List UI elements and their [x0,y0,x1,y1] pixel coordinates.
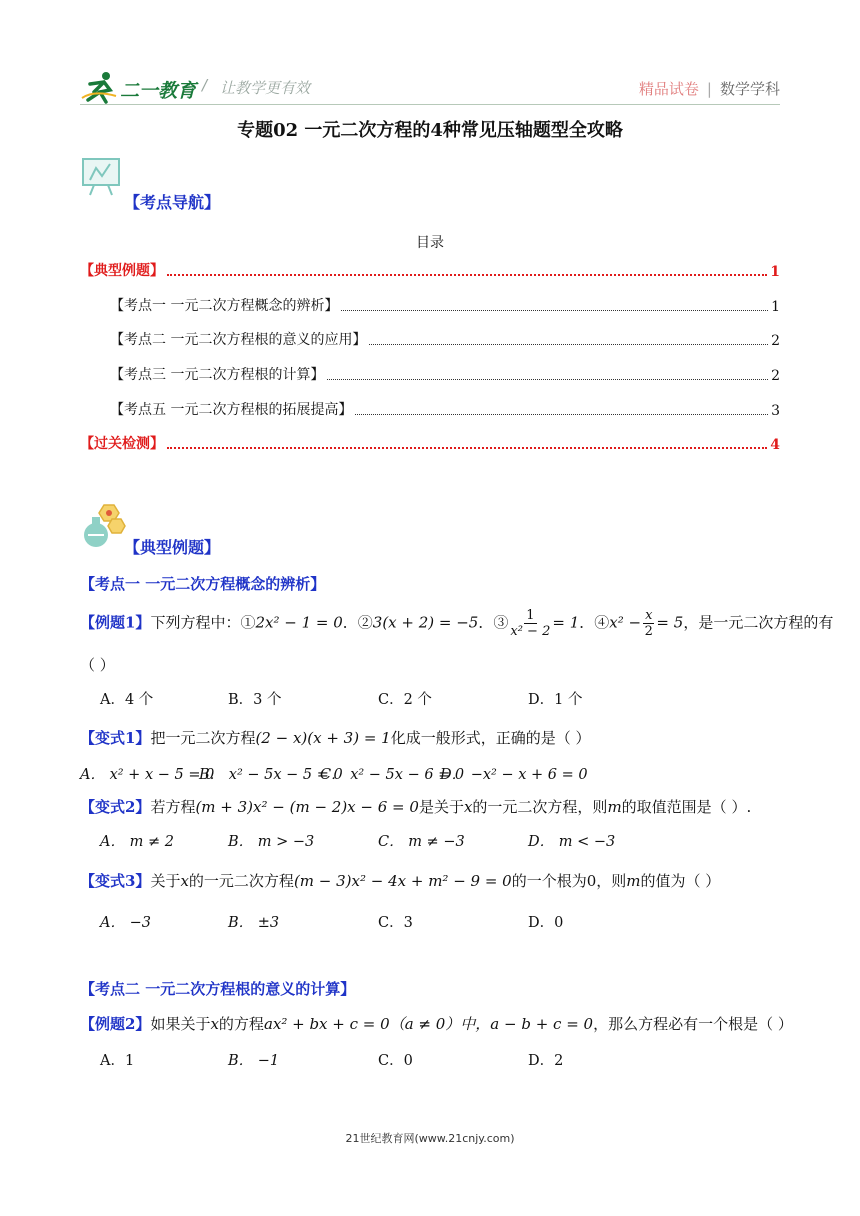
option-d[interactable]: D．1 个 [528,692,583,708]
toc-row[interactable] [110,297,780,315]
v1-eq: (2 − x)(x + 3) = 1 [255,729,391,747]
header-separator: | [706,80,712,98]
v2-tag: 【变式2】 [80,798,151,816]
option-c[interactable]: C．3 [378,915,413,931]
frac-numerator: x [645,608,653,623]
logo [80,70,320,106]
option-c[interactable]: C．2 个 [378,692,432,708]
v2-text: 的取值范围是（ ）. [621,798,752,816]
toc-row[interactable] [110,331,780,349]
toc-row[interactable] [80,435,780,453]
option-a[interactable]: A．4 个 [100,692,154,708]
v3-text: 关于 [150,872,181,890]
v3-var: x [180,872,189,890]
ex1-text: ．③ [478,613,509,632]
frac-numerator: 1 [526,608,535,623]
option-d[interactable]: D． m < −3 [528,834,616,850]
option-c[interactable]: C． x² − 5x − 6 = 0 [320,767,465,783]
option-c[interactable]: C． m ≠ −3 [378,834,465,850]
header-divider [80,104,780,105]
presentation-board-icon [80,156,124,196]
toc-page: 3 [771,403,780,419]
ex2-condition: （a ≠ 0）中， [389,1015,491,1033]
header-right [639,78,780,99]
ex2-text: 如果关于 [150,1015,211,1033]
v1-question [80,727,591,748]
ex1-text: ．② [342,613,373,632]
toc-leader [355,414,768,415]
ex1-text: ，是一元二次方程的有 [683,613,834,632]
footer: 21世纪教育网(www.21cnjy.com) [345,1132,515,1145]
ex2-text: ，那么方程必有一个根是（ ） [593,1015,793,1033]
v2-text: 的一元二次方程，则 [472,798,608,816]
header-label: 精品试卷 [638,80,699,98]
toc-page: 2 [771,333,780,349]
toc-row[interactable] [110,401,780,419]
toc-page: 2 [771,368,780,384]
option-a[interactable]: A． −3 [100,915,151,931]
ex1-tag: 【例题1】 [80,613,151,632]
toc-label: 【考点五 一元二次方程根的拓展提高】 [110,402,353,418]
kp1-heading: 【考点一 一元二次方程概念的辨析】 [80,575,326,593]
v2-var: x [463,798,473,816]
ex1-text: ．④ [579,613,610,632]
toc-leader [327,379,768,380]
header-subject: 数学学科 [719,80,780,98]
nav-heading: 【考点导航】 [124,193,221,212]
ex1-eq2: 3(x + 2) = −5 [372,613,479,632]
v3-text: 的值为（ ） [640,872,721,890]
toc-label: 【考点三 一元二次方程根的计算】 [110,367,325,383]
toc-label: 【过关检测】 [80,436,164,452]
v2-text: 是关于 [418,798,464,816]
option-b[interactable]: B．3 个 [228,692,282,708]
frac-denominator: x² − 2 [510,624,551,639]
toc-label: 【典型例题】 [80,263,164,279]
v1-text: 把一元二次方程 [150,729,256,747]
v3-question [80,870,720,891]
toc-title: 目录 [416,235,444,251]
v3-tag: 【变式3】 [80,872,151,890]
v2-question [80,796,751,817]
frac-denominator: 2 [644,624,653,639]
ex1-text: 下列方程中：① [150,613,256,632]
option-b[interactable]: B． ±3 [228,915,280,931]
option-a[interactable]: A． m ≠ 2 [100,834,174,850]
toc-page: 1 [770,264,780,280]
examples-heading: 【典型例题】 [124,538,221,557]
kp2-heading: 【考点二 一元二次方程根的意义的计算】 [80,980,356,998]
ex2-eq2: a − b + c = 0 [490,1015,594,1033]
option-d[interactable]: D．0 [528,915,564,931]
toc-leader [167,274,767,276]
ex1-fraction [510,608,550,639]
toc-leader [369,344,768,345]
ex1-fraction2 [643,608,654,639]
toc-page: 4 [770,437,780,453]
slogan-divider: / [202,76,208,94]
v2-text: 若方程 [150,798,196,816]
toc-label: 【考点二 一元二次方程根的意义的应用】 [110,332,367,348]
ex1-question [80,608,833,639]
option-b[interactable]: B． m > −3 [228,834,315,850]
runner-logo-icon [80,70,120,104]
logo-text: 二一教育 [120,80,197,102]
v2-var: m [607,798,622,816]
option-b[interactable]: B． −1 [228,1053,280,1069]
flask-icon [80,503,126,549]
option-a[interactable]: A．1 [100,1053,135,1069]
ex2-question [80,1013,793,1034]
option-d[interactable]: D．2 [528,1053,564,1069]
toc-row[interactable] [80,262,780,280]
option-d[interactable]: D． −x² − x + 6 = 0 [440,767,588,783]
toc-label: 【考点一 一元二次方程概念的辨析】 [110,298,339,314]
v3-eq: (m − 3)x² − 4x + m² − 9 = 0 [293,872,512,890]
ex1-eq3: = 1 [552,613,580,632]
slogan: 让教学更有效 [220,79,311,97]
ex1-eq1: 2x² − 1 = 0 [255,613,343,632]
page-title: 专题02 一元二次方程的4种常见压轴题型全攻略 [237,120,623,141]
v3-text: 的一元二次方程 [188,872,294,890]
ex1-paren: （ ） [80,656,115,674]
option-c[interactable]: C．0 [378,1053,413,1069]
ex2-text: 的方程 [218,1015,264,1033]
toc-leader [341,310,768,311]
ex2-tag: 【例题2】 [80,1015,151,1033]
option-b[interactable]: B． x² − 5x − 5 = 0 [199,767,343,783]
v3-var: m [626,872,641,890]
ex2-eq: ax² + bx + c = 0 [263,1015,390,1033]
v1-text: 化成一般形式，正确的是（ ） [390,729,591,747]
ex2-var: x [210,1015,219,1033]
v2-eq: (m + 3)x² − (m − 2)x − 6 = 0 [195,798,419,816]
toc-leader [167,447,767,449]
v1-tag: 【变式1】 [80,729,151,747]
toc-row[interactable] [110,366,780,384]
option-a[interactable]: A． x² + x − 5 = 0 [80,767,215,783]
ex1-eq4: = 5 [656,613,684,632]
toc-page: 1 [771,299,780,315]
ex1-eq4: x² − [609,613,642,632]
v3-text: 的一个根为0，则 [511,872,627,890]
